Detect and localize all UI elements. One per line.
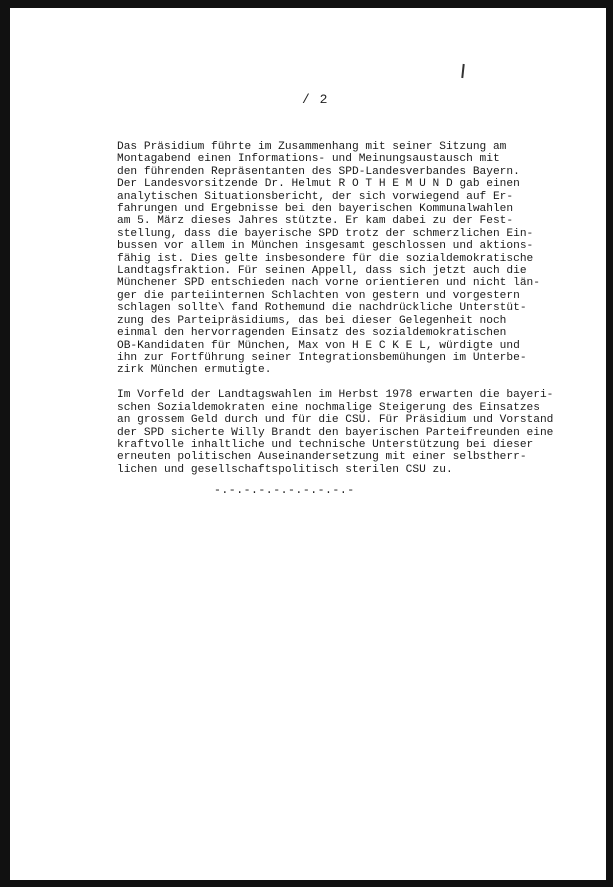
page-number: / 2 <box>302 92 329 107</box>
end-divider: -.-.-.-.-.-.-.-.-.- <box>214 484 355 497</box>
text-line: ihn zur Fortführung seiner Integrationsbemühungen im Unterbe- <box>117 351 527 364</box>
paragraph-1 <box>117 141 557 377</box>
text-line: erneuten politischen Auseinandersetzung mit einer selbstherr- <box>117 451 527 464</box>
body-text <box>117 141 557 476</box>
text-line: zung des Parteipräsidiums, das bei dieser Gelegenheit noch <box>117 314 507 327</box>
text-line: am 5. März dieses Jahres stützte. Er kam dabei zu der Fest- <box>117 215 514 228</box>
text-line: kraftvolle inhaltliche und technische Unterstützung bei dieser <box>117 438 534 451</box>
scan-mark <box>461 64 464 78</box>
paragraph-2 <box>117 389 557 476</box>
text-line: Münchener SPD entschieden nach vorne orientieren und nicht län- <box>117 277 540 290</box>
text-line: stellung, dass die bayerische SPD trotz der schmerzlichen Ein- <box>117 227 534 240</box>
text-line: Der Landesvorsitzende Dr. Helmut R O T H E M U N D gab einen <box>117 178 520 191</box>
text-line: zirk München ermutigte. <box>117 364 272 377</box>
text-line: Montagabend einen Informations- und Meinungsaustausch mit <box>117 153 500 166</box>
text-line: den führenden Repräsentanten des SPD-Landesverbandes Bayern. <box>117 165 520 178</box>
text-line: Das Präsidium führte im Zusammenhang mit seiner Sitzung am <box>117 141 507 153</box>
text-line: ger die parteiinternen Schlachten von gestern und vorgestern <box>117 289 520 302</box>
text-line: einmal den hervorragenden Einsatz des sozialdemokratischen <box>117 327 507 340</box>
text-line: fahrungen und Ergebnisse bei den bayerischen Kommunalwahlen <box>117 203 514 216</box>
text-line: OB-Kandidaten für München, Max von H E C K E L, würdigte und <box>117 339 520 352</box>
text-line: fähig ist. Dies gelte insbesondere für die sozialdemokratische <box>117 252 534 265</box>
text-line: an grossem Geld durch und für die CSU. Für Präsidium und Vorstand <box>117 414 554 427</box>
text-line: schlagen sollte\ fand Rothemund die nachdrückliche Unterstüt- <box>117 302 527 315</box>
text-line: der SPD sicherte Willy Brandt den bayerischen Parteifreunden eine <box>117 426 554 439</box>
text-line: lichen und gesellschaftspolitisch sterilen CSU zu. <box>117 463 453 476</box>
text-line: bussen vor allem in München insgesamt geschlossen und aktions- <box>117 240 534 253</box>
text-line: schen Sozialdemokraten eine nochmalige Steigerung des Einsatzes <box>117 401 540 414</box>
text-line: Im Vorfeld der Landtagswahlen im Herbst 1978 erwarten die bayeri- <box>117 389 554 402</box>
text-line: analytischen Situationsbericht, der sich vorwiegend auf Er- <box>117 190 514 203</box>
text-line: Landtagsfraktion. Für seinen Appell, dass sich jetzt auch die <box>117 265 527 278</box>
